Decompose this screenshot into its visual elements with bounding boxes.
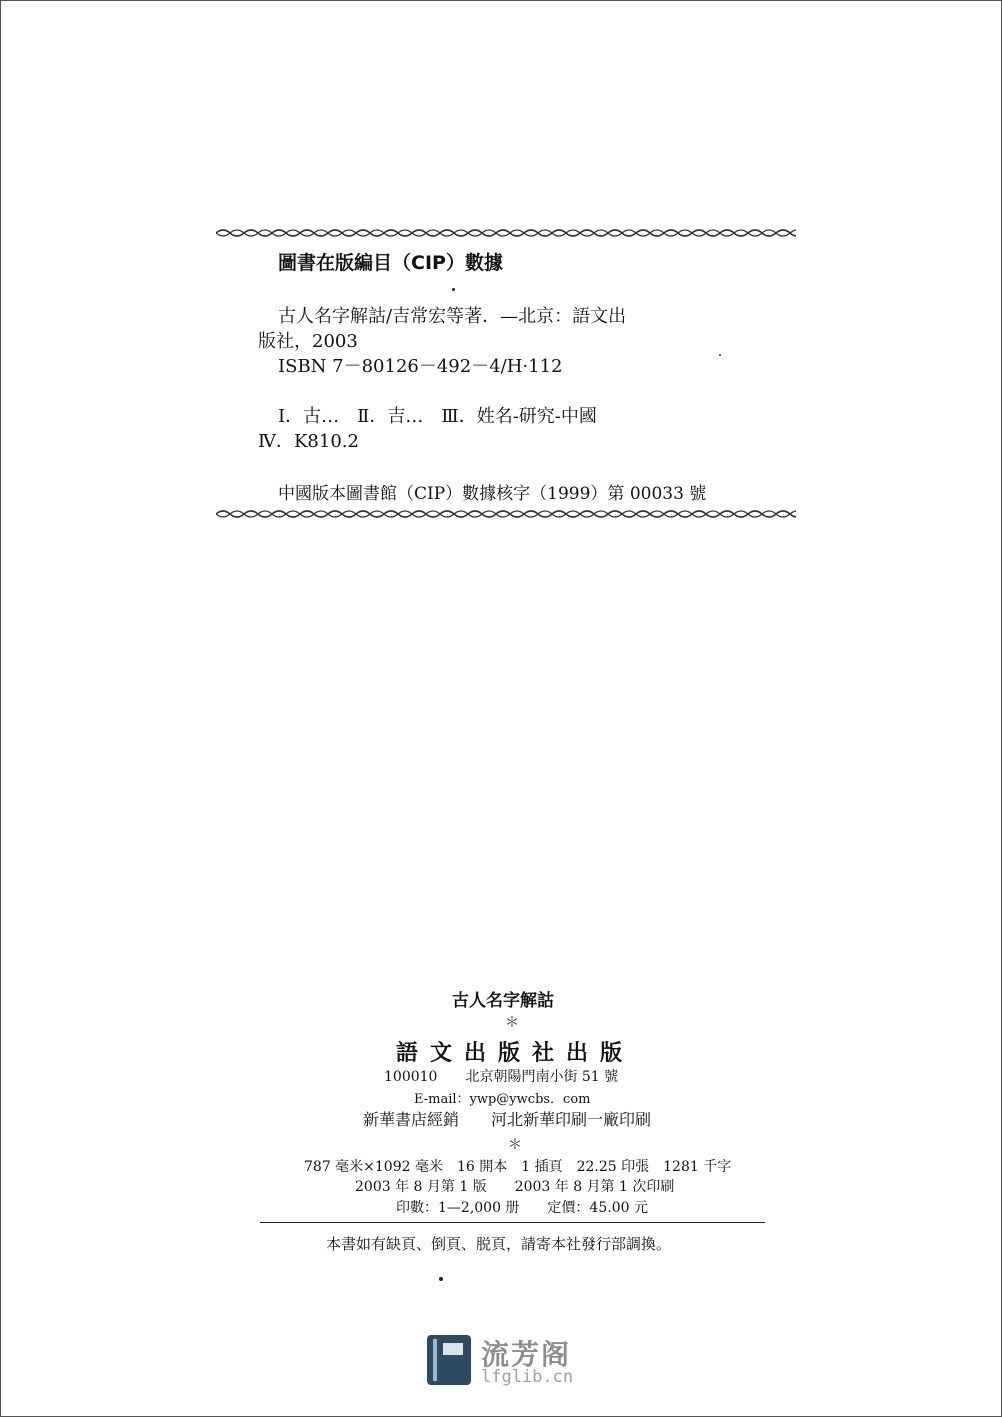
colophon-address: 100010 北京朝陽門南小街 51 號	[384, 1069, 619, 1085]
colophon-notice: 本書如有缺頁、倒頁、脱頁，請寄本社發行部調換。	[326, 1235, 672, 1253]
colophon-rule	[260, 1222, 765, 1223]
cip-line-record-number: 中國版本圖書館（CIP）數據核字（1999）第 00033 號	[278, 484, 707, 504]
separator-star: ＊	[505, 1015, 519, 1031]
cip-line-subjects: Ⅰ．古… Ⅱ．吉… Ⅲ．姓名-研究-中國	[278, 406, 597, 427]
scan-speck	[452, 288, 455, 291]
separator-star: ＊	[508, 1137, 522, 1153]
decorative-border-bottom	[216, 508, 796, 520]
colophon-specs: 787 毫米×1092 毫米 16 開本 1 插頁 22.25 印張 1281 千字	[304, 1159, 732, 1175]
decorative-border-top	[216, 227, 796, 239]
colophon-book-title: 古人名字解詁	[452, 991, 554, 1011]
cip-line-isbn: ISBN 7－80126－492－4/H·112	[278, 356, 563, 377]
scan-speck	[719, 354, 721, 356]
watermark-text-cn: 流芳阁	[481, 1338, 572, 1371]
watermark-text-en: lfglib.cn	[481, 1367, 574, 1387]
cip-heading: 圖書在版編目（CIP）數據	[278, 252, 503, 274]
colophon-publisher: 語文出版社出版	[396, 1040, 635, 1066]
cip-line-classification: Ⅳ．K810.2	[258, 431, 359, 452]
colophon-email: E-mail：ywp@ywcbs．com	[414, 1092, 591, 1107]
watermark-logo	[427, 1333, 587, 1389]
colophon-editions: 2003 年 8 月第 1 版 2003 年 8 月第 1 次印刷	[355, 1179, 675, 1195]
cip-line-publisher-year: 版社，2003	[258, 331, 358, 352]
book-icon	[427, 1335, 471, 1385]
colophon-distribution: 新華書店經銷 河北新華印刷一廠印刷	[363, 1110, 652, 1129]
colophon-print-run: 印數：1—2,000 册 定價：45.00 元	[396, 1200, 648, 1216]
cip-line-title-author: 古人名字解詁/吉常宏等著．—北京：語文出	[278, 306, 627, 327]
scan-speck	[439, 1277, 443, 1281]
